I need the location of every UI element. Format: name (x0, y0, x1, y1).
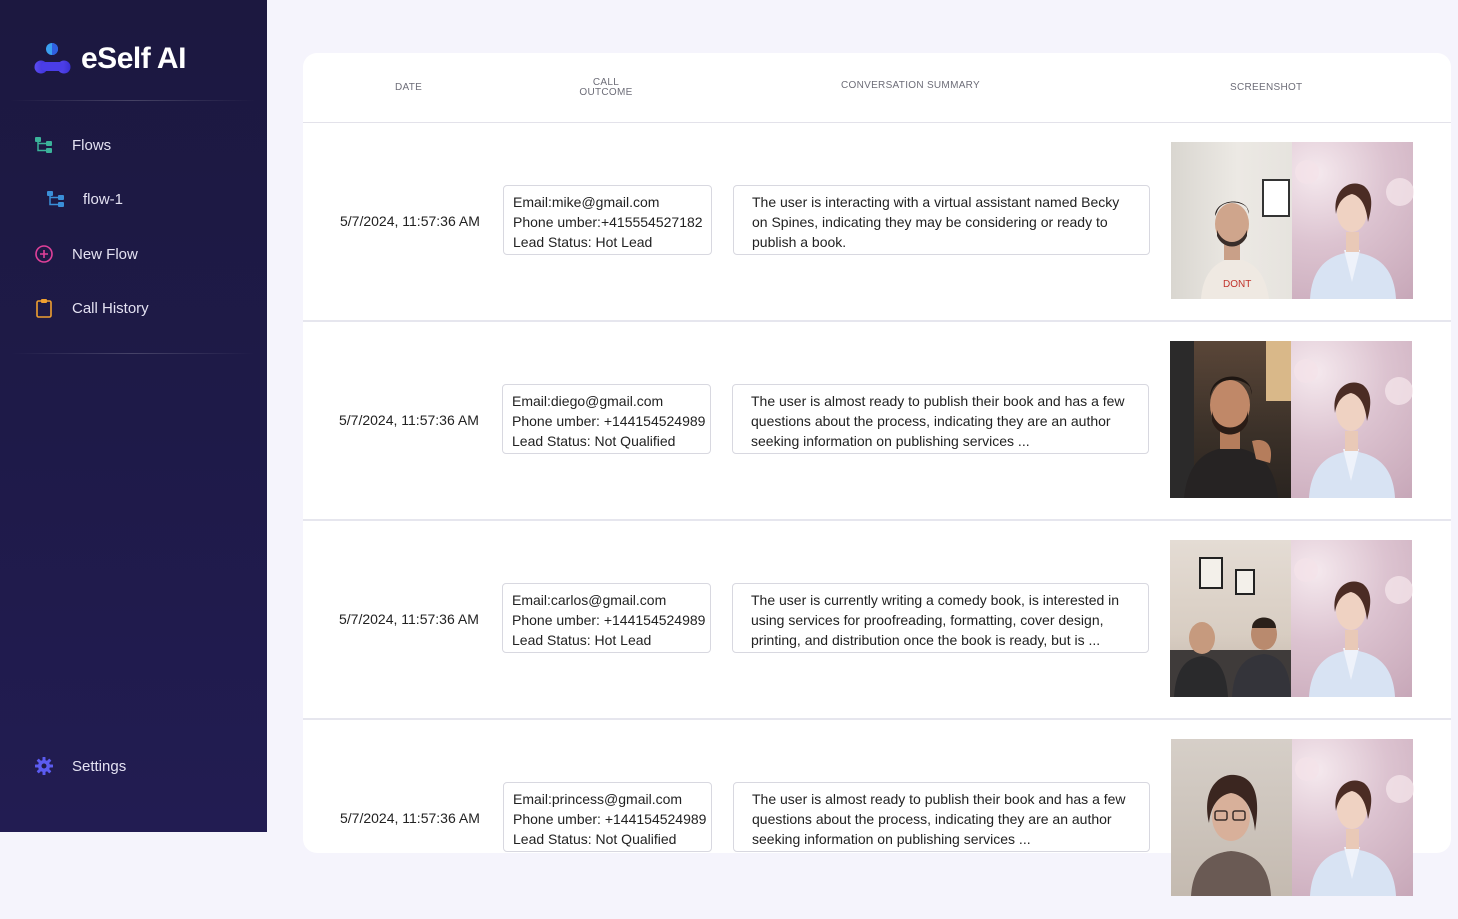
eself-logo-icon (34, 42, 72, 76)
flow-icon (46, 189, 66, 209)
sidebar-item-label: Flows (72, 136, 112, 154)
avatar-video-frame (1292, 142, 1413, 299)
sidebar-item-label: Call History (72, 299, 149, 317)
avatar-video-frame (1291, 540, 1412, 697)
row-screenshot[interactable] (1171, 142, 1413, 299)
row-screenshot[interactable] (1171, 739, 1413, 896)
outcome-phone: Phone umber: +144154524989 (512, 612, 706, 628)
table-header (303, 53, 1451, 123)
user-video-frame (1171, 142, 1292, 299)
table-row[interactable] (303, 521, 1451, 720)
outcome-lead-status: Lead Status: Hot Lead (513, 234, 653, 250)
outcome-lead-status: Lead Status: Hot Lead (512, 632, 652, 648)
avatar-video-frame (1292, 739, 1413, 896)
outcome-email: Email:carlos@gmail.com (512, 592, 667, 608)
row-date: 5/7/2024, 11:57:36 AM (339, 611, 479, 627)
gear-icon (34, 756, 54, 776)
row-screenshot[interactable] (1170, 341, 1412, 498)
user-video-frame (1170, 540, 1291, 697)
sidebar-item-label: Settings (72, 757, 127, 775)
call-history-table (303, 53, 1451, 853)
outcome-phone: Phone umber: +144154524989 (513, 811, 707, 827)
outcome-phone: Phone umber: +144154524989 (512, 413, 706, 429)
sidebar-item-flow-1[interactable] (46, 187, 123, 211)
row-conversation-summary: The user is almost ready to publish their book and has a few questions about the process, indicating they are an author seeking information on publishing services ... (732, 384, 1149, 454)
sidebar-item-settings[interactable] (34, 754, 126, 778)
row-call-outcome (502, 583, 711, 653)
sidebar-item-label: flow-1 (83, 190, 124, 208)
table-row[interactable] (303, 123, 1451, 322)
row-conversation-summary: The user is almost ready to publish their book and has a few questions about the process, indicating they are an author seeking information on publishing services ... (733, 782, 1150, 852)
plus-circle-icon (34, 244, 54, 264)
avatar-video-frame (1291, 341, 1412, 498)
column-header-call-outcome (561, 78, 651, 98)
column-header-line: OUTCOME (579, 87, 633, 98)
column-header-screenshot: SCREENSHOT (1230, 82, 1303, 93)
flows-icon (34, 135, 54, 155)
row-date: 5/7/2024, 11:57:36 AM (339, 412, 479, 428)
row-screenshot[interactable] (1170, 540, 1412, 697)
table-row[interactable] (303, 322, 1451, 521)
row-date: 5/7/2024, 11:57:36 AM (340, 810, 480, 826)
outcome-email: Email:diego@gmail.com (512, 393, 664, 409)
sidebar-item-new-flow[interactable] (34, 242, 138, 266)
row-call-outcome (503, 185, 712, 255)
outcome-lead-status: Lead Status: Not Qualified (512, 433, 676, 449)
user-video-frame (1171, 739, 1292, 896)
svg-text:DONT: DONT (1223, 279, 1252, 290)
clipboard-icon (34, 298, 54, 318)
outcome-email: Email:mike@gmail.com (513, 194, 660, 210)
sidebar-item-flows[interactable] (34, 133, 111, 157)
user-video-frame (1170, 341, 1291, 498)
row-call-outcome (503, 782, 712, 852)
table-row[interactable] (303, 720, 1451, 919)
sidebar-item-call-history[interactable] (34, 296, 149, 320)
row-conversation-summary: The user is currently writing a comedy book, is interested in using services for proofreading, formatting, cover design, printing, and distribution once the book is ready, but is ... (732, 583, 1149, 653)
sidebar-item-label: New Flow (72, 245, 138, 263)
sidebar-divider (10, 100, 255, 101)
brand-logo[interactable] (34, 42, 186, 76)
row-call-outcome (502, 384, 711, 454)
brand-name: eSelf AI (81, 42, 186, 75)
row-date: 5/7/2024, 11:57:36 AM (340, 213, 480, 229)
column-header-conversation-summary: CONVERSATION SUMMARY (841, 80, 980, 91)
sidebar (0, 0, 267, 832)
outcome-lead-status: Lead Status: Not Qualified (513, 831, 677, 847)
sidebar-divider (10, 353, 255, 354)
outcome-phone: Phone umber:+415554527182 (513, 214, 703, 230)
outcome-email: Email:princess@gmail.com (513, 791, 683, 807)
column-header-line: CALL (592, 77, 620, 88)
row-conversation-summary: The user is interacting with a virtual assistant named Becky on Spines, indicating they may be considering or ready to publish a book. (733, 185, 1150, 255)
column-header-date: DATE (395, 82, 423, 93)
